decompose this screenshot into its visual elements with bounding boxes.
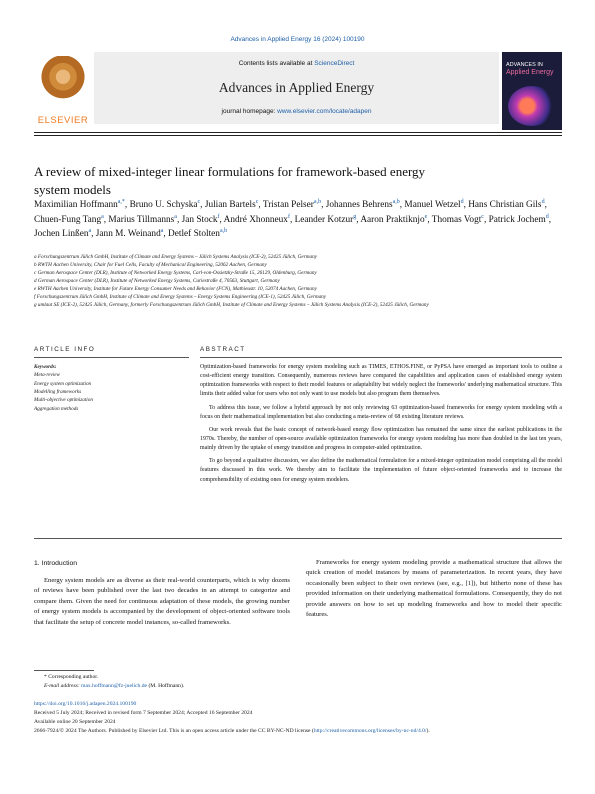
article-info-heading: ARTICLE INFO bbox=[34, 346, 96, 353]
affiliation-g: g umlaut SE (ICE-2), 52425 Jülich, Germany, formerly Forschungszentrum Jülich GmbH, Institute of Climate and Energy Systems – Jülich Systems Analysis (ICE-2), 52425 Jülich, Germany bbox=[34, 302, 429, 309]
section-divider bbox=[34, 538, 562, 539]
email-line bbox=[34, 682, 334, 691]
footnote bbox=[34, 673, 334, 691]
affiliation-c: c German Aerospace Center (DLR), Institute of Networked Energy Systems, Carl-von-Ossietzky-Straße 15, 26129, Oldenburg, Germany bbox=[34, 270, 317, 277]
author-list[interactable]: Maximilian Hoffmann$^{a,*}$, Bruno U. Schyska$^c$, Julian Bartels$^c$, Tristan Pelser$^{a,b}$, Johannes Behrens$^{a,b}$, Manuel Wetzel$^d$, Hans Christian Gils$^d$, Chuen-Fung Tang$^a$, Marius Tillmanns$^a$, Jan Stock$^f$, André Xhonneux$^f$, Leander Kotzur$^g$, Aaron Praktiknjo$^e$, Thomas Vogt$^c$, Patrick Jochem$^d$, Jochen Linßen$^a$, Jann M. Weinand$^a$, Detlef Stolten$^{a,b}$ bbox=[34, 199, 552, 240]
intro-left-column bbox=[34, 576, 290, 628]
received-dates: Received 5 July 2024; Received in revised form 7 September 2024; Accepted 16 September 2024 bbox=[34, 709, 253, 716]
footnote-rule bbox=[34, 670, 94, 671]
introduction-heading: 1. Introduction bbox=[34, 560, 78, 567]
abstract-heading: ABSTRACT bbox=[200, 346, 246, 353]
keyword-item: Modelling frameworks bbox=[34, 388, 82, 395]
affiliation-f: f Forschungszentrum Jülich GmbH, Institute of Climate and Energy Systems – Energy Systems Engineering (ICE-1), 52425 Jülich, Germany bbox=[34, 294, 327, 301]
license-text: 2666-7924/© 2024 The Authors. Published by Elsevier Ltd. This is an open access article under the CC BY-NC-ND license ( bbox=[34, 727, 314, 734]
affiliation-d: d German Aerospace Center (DLR), Institute of Networked Energy Systems, Curiestraße 4, 70563, Stuttgart, Germany bbox=[34, 278, 280, 285]
journal-cover[interactable] bbox=[502, 52, 562, 130]
affiliation-a: a Forschungszentrum Jülich GmbH, Institute of Climate and Energy Systems – Jülich Systems Analysis (ICE-2), 52425 Jülich, Germany bbox=[34, 254, 317, 260]
header-rule-top bbox=[34, 132, 562, 133]
cover-title bbox=[506, 62, 558, 77]
keyword-item: Meta-review bbox=[34, 372, 61, 379]
license-line bbox=[34, 727, 562, 736]
abstract-paragraph: To go beyond a qualitative discussion, we also define the mathematical formulation for a mixed-integer optimization model comprising all the model features discussed in this work. We thereby aim to facilitate the implementation of future object-oriented frameworks and to increase the comprehensibility of existing ones for energy system modelers. bbox=[200, 458, 562, 483]
header-rule-bottom bbox=[34, 135, 562, 136]
abstract-paragraph: Our work reveals that the basic concept of network-based energy flow optimization has remained the same since the earliest publications in the 1970s. Thereby, the number of open-source available optimization frameworks for energy system modeling has more than doubled in the last ten years, mainly driven by the uptake of energy transition and progress in computer-aided optimization. bbox=[200, 426, 562, 452]
keywords-block bbox=[34, 363, 189, 413]
cover-artwork bbox=[508, 86, 556, 126]
abstract-paragraph: Optimization-based frameworks for energy system modeling such as TIMES, ETHOS.FINE, or PyPSA have emerged as important tools to outline a cost-efficient energy transition. Consequently, numerous reviews have compared the capabilities and application cases of established energy system optimization frameworks with respect to their model features or adaptability but widely neglect the frameworks' underlying mathematical structure. This limits their added value for users who not only want to use models but also program them themselves. bbox=[200, 364, 562, 398]
keyword-item: Aggregation methods bbox=[34, 405, 79, 412]
keyword-item: Energy system optimization bbox=[34, 380, 92, 387]
sciencedirect-link[interactable]: ScienceDirect bbox=[314, 60, 355, 67]
article-title: A review of mixed-integer linear formulations for framework-based energy system models bbox=[34, 164, 426, 198]
license-end: ). bbox=[426, 727, 430, 734]
available-online: Available online 20 September 2024 bbox=[34, 718, 116, 725]
corresponding-author-note: * Corresponding author. bbox=[44, 674, 99, 680]
affiliation-b: b RWTH Aachen University, Chair for Fuel Cells, Faculty of Mechanical Engineering, 52062 Aachen, Germany bbox=[34, 262, 267, 269]
license-link[interactable]: http://creativecommons.org/licenses/by-nc-nd/4.0/ bbox=[313, 727, 427, 734]
homepage-link[interactable]: www.elsevier.com/locate/adapen bbox=[277, 108, 372, 115]
homepage-line bbox=[94, 108, 499, 115]
contents-prefix: Contents lists available at bbox=[238, 60, 315, 67]
doi-link[interactable]: https://doi.org/10.1016/j.adapen.2024.100190 bbox=[34, 701, 137, 707]
intro-paragraph: Frameworks for energy system modeling provide a mathematical structure that allows the quick creation of model instances by means of parameterization. In recent years, they have occasionally been subject to their own reviews (see, e.g., [1]), but hitherto none of these has provided information on their underlying mathematical formulations. Consequently, they do not provide answers on how to set up modeling frameworks and how to model their specific features. bbox=[306, 559, 562, 619]
journal-header bbox=[34, 52, 562, 132]
journal-title[interactable]: Advances in Applied Energy bbox=[218, 80, 375, 95]
abstract-paragraph: To address this issue, we follow a hybrid approach by not only reviewing 63 optimization-based frameworks for energy system modeling with a focus on their mathematical implementation but also conducting a meta-review of 68 existing literature reviews. bbox=[200, 404, 562, 420]
abstract bbox=[200, 346, 562, 489]
intro-paragraph: Energy system models are as diverse as their real-world counterparts, which is why dozens of reviews have been published over the last two decades in an attempt to categorize and compare them. Given the need for continuous adaptation of these models, the growing number of energy system models is accompanied by the development of object-oriented software tools that facilitate the setup of concrete model instances, so-called frameworks. bbox=[34, 577, 290, 626]
keyword-item: Multi-objective optimization bbox=[34, 397, 93, 404]
intro-right-column bbox=[306, 558, 562, 620]
elsevier-wordmark: ELSEVIER bbox=[37, 115, 89, 126]
cover-title-big: Applied Energy bbox=[506, 68, 554, 76]
email-label: E-mail address: bbox=[44, 682, 80, 689]
cover-title-small: ADVANCES IN bbox=[506, 62, 543, 68]
keywords-label: Keywords: bbox=[34, 364, 57, 370]
journal-reference[interactable]: Advances in Applied Energy 16 (2024) 100190 bbox=[230, 36, 365, 43]
contents-line bbox=[94, 60, 499, 67]
article-info-rule bbox=[34, 357, 189, 358]
abstract-rule bbox=[200, 357, 562, 358]
tree-icon bbox=[40, 56, 86, 108]
publication-info bbox=[34, 700, 562, 736]
article-info bbox=[34, 346, 189, 413]
elsevier-logo[interactable] bbox=[34, 52, 92, 130]
homepage-prefix: journal homepage: bbox=[221, 108, 278, 115]
email-suffix: (M. Hoffmann). bbox=[148, 682, 185, 689]
affiliations bbox=[34, 253, 562, 309]
email-link[interactable]: max.hoffmann@fz-juelich.de bbox=[81, 682, 148, 689]
affiliation-e: e RWTH Aachen University, Institute for Future Energy Consumer Needs and Behavior (FCN), Mathieustr. 10, 52074 Aachen, Germany bbox=[34, 286, 317, 293]
